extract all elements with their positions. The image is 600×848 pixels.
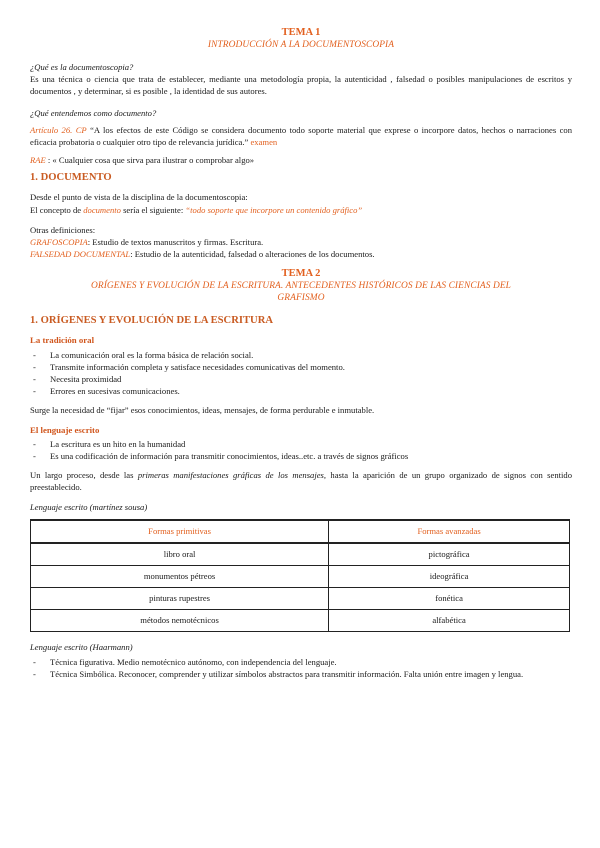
surge-paragraph: Surge la necesidad de “fijar” esos conocimientos, ideas, mensajes, de forma perdurable e inmutable.: [30, 405, 375, 416]
rae-text: : « Cualquier cosa que sirva para ilustrar o comprobar algo»: [45, 155, 255, 166]
question-documentoscopia: ¿Qué es la documentoscopia?: [30, 62, 134, 72]
concept-prefix: El concepto de: [30, 204, 84, 215]
table-header-cell: Formas avanzadas: [329, 520, 570, 543]
long-process-paragraph: [30, 469, 572, 493]
falsedad-text: : Estudio de la autenticidad, falsedad o alteraciones de los documentos.: [130, 249, 375, 260]
table-cell: ideográfica: [329, 565, 570, 587]
list-item: - Necesita proximidad: [30, 373, 572, 385]
oral-tradition-heading: La tradición oral: [30, 335, 95, 346]
written-language-heading: El lenguaje escrito: [30, 424, 100, 435]
tema1-subtitle: INTRODUCCIÓN A LA DOCUMENTOSCOPIA: [207, 40, 395, 50]
long-process-prefix: Un largo proceso, desde las: [30, 470, 138, 481]
table-header-cell: Formas primitivas: [31, 520, 329, 543]
question-documento: ¿Qué entendemos como documento?: [30, 107, 157, 118]
table-row: [31, 609, 570, 631]
written-language-list: [30, 438, 572, 462]
article-text: “A los efectos de este Código se considera documento todo soporte material que exprese o incorpore datos, hechos o narraciones con eficacia probatoria o cualquier otro tipo de relevancia jurídica.”: [30, 124, 573, 148]
list-item: - Transmite información completa y satisface necesidades comunicativas del momento.: [30, 361, 572, 373]
long-process-emphasis: primeras manifestaciones gráficas de los mensajes: [137, 470, 324, 481]
haarmann-list: [30, 656, 572, 680]
grafoscopia-label: GRAFOSCOPIA: [30, 237, 88, 248]
documento-concept: [30, 204, 572, 216]
table-cell: fonética: [329, 587, 570, 609]
table-cell: libro oral: [31, 543, 329, 566]
list-item: - Errores en sucesivas comunicaciones.: [30, 385, 572, 397]
list-item: - Técnica Simbólica. Reconocer, comprender y utilizar símbolos abstractos para transmitir información. Falta unión entre imagen y lengua.: [30, 668, 572, 680]
oral-tradition-list: [30, 349, 572, 398]
tema2-subtitle-line2: GRAFISMO: [277, 293, 325, 304]
section-origenes: 1. ORÍGENES Y EVOLUCIÓN DE LA ESCRITURA: [30, 315, 273, 327]
definition-falsedad: [30, 248, 572, 260]
table-row: [31, 565, 570, 587]
rae-label: RAE: [30, 155, 46, 166]
falsedad-label: FALSEDAD DOCUMENTAL: [30, 249, 131, 260]
table-cell: métodos nemotécnicos: [31, 609, 329, 631]
concept-mid: sería el siguiente:: [120, 204, 186, 215]
rae-definition: [30, 154, 572, 166]
long-process-suffix: , hasta la aparición de un grupo organizado de signos con sentido preestablecido.: [30, 470, 572, 493]
grafoscopia-text: : Estudio de textos manuscritos y firmas. Escritura.: [87, 237, 264, 248]
article-26-paragraph: [30, 124, 572, 148]
table-row: [31, 587, 570, 609]
section-documento: 1. DOCUMENTO: [30, 172, 112, 184]
table-header-row: [31, 520, 570, 543]
list-item: - La comunicación oral es la forma básica de relación social.: [30, 349, 572, 361]
article-label: Artículo 26. CP: [30, 124, 87, 135]
table-cell: pinturas rupestres: [31, 587, 329, 609]
answer-documentoscopia: Es una técnica o ciencia que trata de establecer, mediante una metodología propia, la autenticidad , falsedad o posibles manipulaciones de escritos y documentos , y determinar, si es posible , la identidad de sus autores.: [30, 74, 572, 97]
other-definitions-label: Otras definiciones:: [30, 224, 96, 235]
tema2-subtitle-line1: ORÍGENES Y EVOLUCIÓN DE LA ESCRITURA. ANTECEDENTES HISTÓRICOS DE LAS CIENCIAS DEL: [91, 281, 511, 292]
document-page: [30, 26, 572, 680]
concept-word: documento: [83, 204, 121, 215]
table-cell: pictográfica: [329, 543, 570, 566]
table-cell: alfabética: [329, 609, 570, 631]
tema1-title: TEMA 1: [281, 27, 321, 38]
list-item: - Técnica figurativa. Medio nemotécnico autónomo, con independencia del lenguaje.: [30, 656, 572, 668]
exam-tag: examen: [250, 137, 278, 148]
table-row: [31, 543, 570, 566]
concept-quote: “todo soporte que incorpore un contenido gráfico”: [185, 204, 363, 215]
list-item: - Es una codificación de información para transmitir conocimientos, ideas..etc. a través de signos gráficos: [30, 450, 572, 462]
writing-forms-table: [30, 519, 570, 632]
documento-intro: Desde el punto de vista de la disciplina de la documentoscopia:: [30, 192, 248, 203]
table-caption-haarmann: Lenguaje escrito (Haarmann): [30, 641, 133, 652]
list-item: - La escritura es un hito en la humanidad: [30, 438, 572, 450]
tema2-title: TEMA 2: [281, 268, 321, 280]
table-cell: monumentos pétreos: [31, 565, 329, 587]
table-caption-sousa: Lenguaje escrito (martínez sousa): [30, 501, 148, 512]
definition-grafoscopia: [30, 236, 572, 248]
